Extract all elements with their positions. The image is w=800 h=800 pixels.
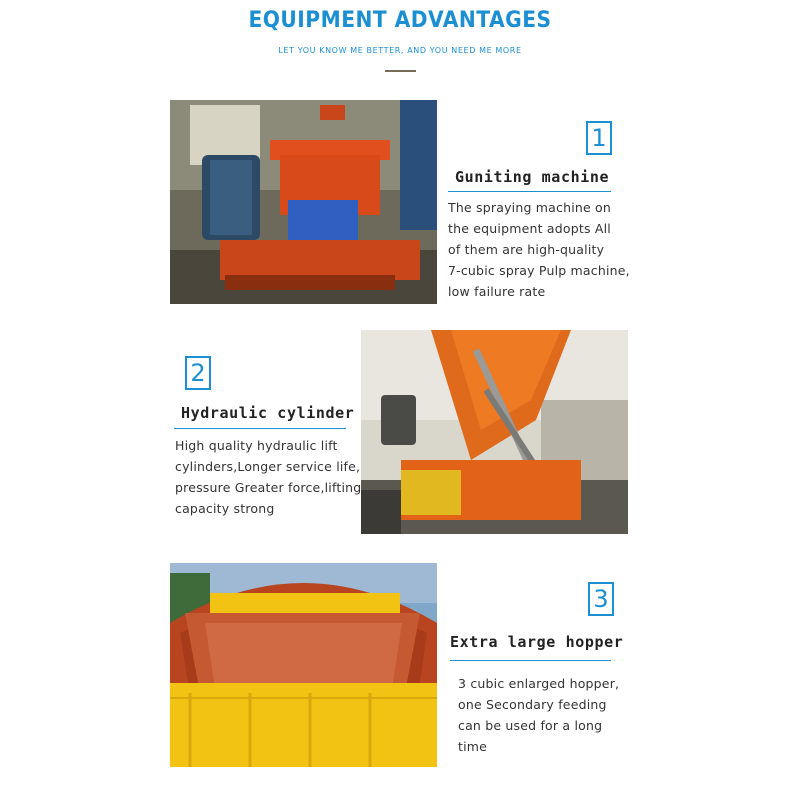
section-3-underline [450, 660, 611, 661]
section-3-description [458, 673, 619, 757]
section-1-description [448, 197, 630, 302]
section-1-line: the equipment adopts All [448, 221, 611, 236]
section-2-description [175, 435, 361, 519]
section-3-heading: Extra large hopper [450, 633, 624, 651]
section-1-line: The spraying machine on [448, 200, 612, 215]
section-3-line: time [458, 739, 488, 754]
title-divider [385, 70, 416, 72]
section-1-heading: Guniting machine [455, 168, 610, 186]
section-1-line: low failure rate [448, 284, 546, 299]
section-3-line: can be used for a long [458, 718, 603, 733]
section-2-heading: Hydraulic cylinder [181, 404, 355, 422]
section-3-line: one Secondary feeding [458, 697, 607, 712]
section-3-line: 3 cubic enlarged hopper, [458, 676, 620, 691]
guniting-machine-photo [170, 100, 437, 304]
section-2-line: cylinders,Longer service life, [175, 459, 361, 474]
extra-large-hopper-photo [170, 563, 437, 767]
section-2-line: pressure Greater force,lifting [175, 480, 362, 495]
section-1-line: of them are high-quality [448, 242, 605, 257]
page-subtitle: LET YOU KNOW ME BETTER, AND YOU NEED ME MORE [278, 46, 522, 55]
section-2-underline [174, 428, 346, 429]
page-title: EQUIPMENT ADVANTAGES [248, 8, 552, 33]
section-2-line: capacity strong [175, 501, 275, 516]
section-1-number-badge: 1 [586, 121, 612, 155]
section-1-line: 7-cubic spray Pulp machine, [448, 263, 630, 278]
section-2-number-badge: 2 [185, 356, 211, 390]
section-3-number-badge: 3 [588, 582, 614, 616]
hydraulic-cylinder-photo [361, 330, 628, 534]
section-2-line: High quality hydraulic lift [175, 438, 338, 453]
section-1-underline [448, 191, 611, 192]
